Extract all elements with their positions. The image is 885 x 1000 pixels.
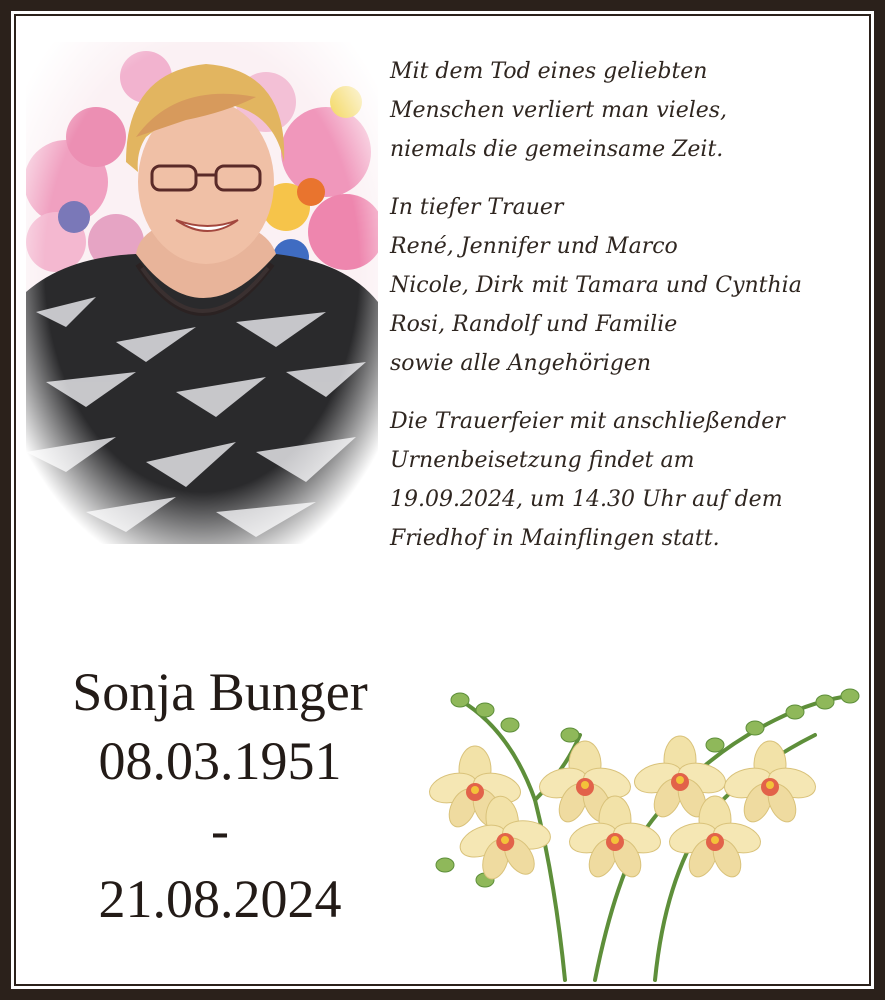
mourners-line: Rosi, Randolf und Familie — [390, 312, 678, 337]
ceremony-paragraph — [390, 402, 850, 558]
portrait-photo — [26, 42, 378, 544]
orchid-illustration — [415, 680, 865, 985]
deceased-block — [20, 658, 420, 934]
date-separator: - — [211, 800, 229, 860]
mourners-line: In tiefer Trauer — [390, 195, 564, 220]
birth-date: 08.03.1951 — [98, 731, 342, 791]
quote-paragraph — [390, 52, 850, 169]
quote-line: Mit dem Tod eines geliebten — [390, 59, 708, 84]
quote-line: Menschen verliert man vieles, — [390, 98, 728, 123]
death-date: 21.08.2024 — [98, 869, 342, 929]
ceremony-line: Die Trauerfeier mit anschließender — [390, 409, 785, 434]
text-column — [390, 52, 850, 558]
ceremony-line: Urnenbeisetzung findet am — [390, 448, 695, 473]
mourners-line: Nicole, Dirk mit Tamara und Cynthia — [390, 273, 802, 298]
deceased-name: Sonja Bunger — [72, 662, 368, 722]
mourners-line: René, Jennifer und Marco — [390, 234, 678, 259]
mourners-paragraph — [390, 188, 850, 383]
mourners-line: sowie alle Angehörigen — [390, 351, 652, 376]
ceremony-line: 19.09.2024, um 14.30 Uhr auf dem — [390, 487, 783, 512]
quote-line: niemals die gemeinsame Zeit. — [390, 137, 724, 162]
ceremony-line: Friedhof in Mainflingen statt. — [390, 526, 720, 551]
